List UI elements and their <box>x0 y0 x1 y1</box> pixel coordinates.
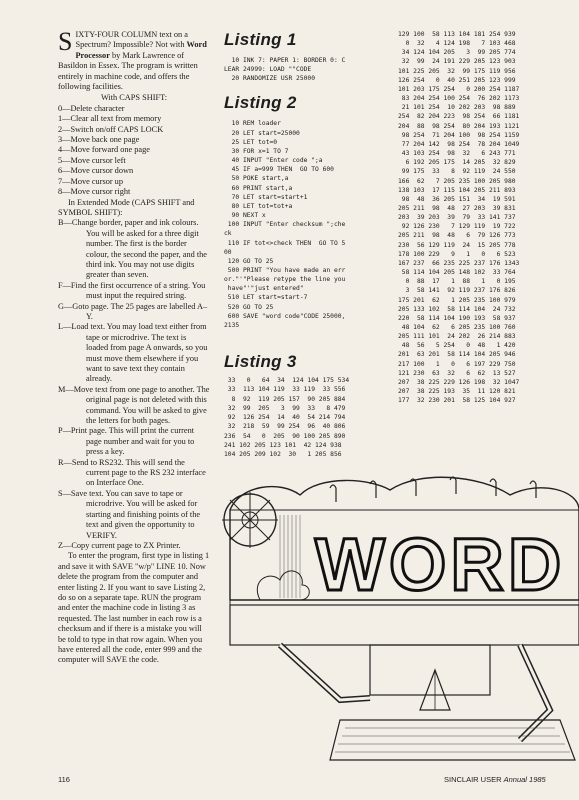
code-line: 80 LET tot=tot+a <box>224 202 293 210</box>
list-item: F—Find the first occurrence of a string. You must input the required string. <box>58 280 206 301</box>
listing-1-title: Listing 1 <box>224 30 297 49</box>
drop-cap: S <box>58 27 73 56</box>
list-item: 5—Move cursor left <box>58 155 126 165</box>
caps-shift-heading: With CAPS SHIFT: <box>100 93 168 103</box>
code-row: 0 88 17 1 88 1 0 195 <box>398 278 516 286</box>
code-row: 220 58 114 104 190 193 58 937 <box>398 314 516 322</box>
code-row: 254 82 204 223 98 254 66 1181 <box>398 113 520 121</box>
code-row: 58 114 104 205 148 102 33 764 <box>398 269 516 277</box>
code-row: 177 32 230 201 58 125 104 927 <box>398 397 516 405</box>
word-processor-illustration <box>220 470 579 770</box>
code-line: 500 PRINT "You have made an err <box>224 266 346 274</box>
list-item: 8—Move cursor right <box>58 187 131 197</box>
code-line: 20 RANDOMIZE USR 25000 <box>224 75 315 83</box>
list-item: L—Load text. You may load text either from tape or microdrive. The text is loaded from page A onwards, so you must move them elsewhere if you want to save text they contain already. <box>58 322 208 384</box>
list-item: S—Save text. You can save to tape or microdrive. You will be asked for starting and finishing points of the text and given the opportunity to VERIFY. <box>58 488 201 540</box>
code-line: 110 IF tot<>check THEN GO TO 5 <box>224 239 346 247</box>
code-line: 40 INPUT "Enter code ";a <box>224 157 323 165</box>
code-line: 60 PRINT start,a <box>224 184 293 192</box>
code-line: 50 POKE start,a <box>224 175 289 183</box>
code-row: 241 102 205 123 101 42 124 938 <box>224 442 342 450</box>
listing-2-code <box>224 119 364 330</box>
code-line: LEAR 24999: LOAD ""CODE <box>224 66 312 74</box>
list-item: 7—Move cursor up <box>58 176 123 186</box>
code-row: 99 175 33 8 92 119 24 550 <box>398 168 516 176</box>
caps-shift-list <box>58 104 210 198</box>
list-item: G—Goto page. The 25 pages are labelled A–Y. <box>58 301 208 321</box>
code-row: 104 205 209 102 30 1 205 856 <box>224 451 342 459</box>
code-row: 48 56 5 254 0 48 1 420 <box>398 342 516 350</box>
code-line: have"'"just entered" <box>224 285 304 293</box>
list-item: 4—Move forward one page <box>58 145 150 155</box>
code-row: 101 203 175 254 0 200 254 1187 <box>398 85 520 93</box>
code-row: 92 126 230 7 129 119 19 722 <box>398 223 516 231</box>
list-item: M—Move text from one page to another. The original page is not deleted with this command. You will be asked to give the letters for both pages. <box>58 384 210 426</box>
code-line: 30 FOR x=1 TO 7 <box>224 147 289 155</box>
code-row: 83 204 254 100 254 76 202 1173 <box>398 95 520 103</box>
code-line: 45 IF a=999 THEN GO TO 600 <box>224 166 334 174</box>
list-item: R—Send to RS232. This will send the current page to the RS 232 interface on Interface One. <box>58 457 206 488</box>
code-row: 6 192 205 175 14 205 32 829 <box>398 159 516 167</box>
code-row: 205 111 101 24 202 26 214 883 <box>398 333 516 341</box>
list-item: 1—Clear all text from memory <box>58 114 162 124</box>
code-line: 10 REM loader <box>224 120 281 128</box>
code-row: 236 54 0 205 90 100 205 890 <box>224 432 346 440</box>
code-row: 204 88 98 254 80 204 193 1121 <box>398 122 520 130</box>
listing-3-title: Listing 3 <box>224 352 297 371</box>
code-row: 129 100 58 113 104 181 254 939 <box>398 31 516 38</box>
extended-mode-heading: In Extended Mode (CAPS SHIFT and SYMBOL SHIFT): <box>58 197 195 217</box>
list-item: 0—Delete character <box>58 103 125 113</box>
code-line: 600 SAVE "word code"CODE 25000, <box>224 312 346 320</box>
code-line: 510 LET start=start-7 <box>224 294 308 302</box>
list-item: 6—Move cursor down <box>58 166 134 176</box>
program-name: Word Processor <box>75 40 207 60</box>
illustration-word-text: WORD <box>315 523 566 606</box>
code-row: 207 38 225 229 126 198 32 1047 <box>398 378 520 386</box>
code-row: 92 126 254 14 40 54 214 794 <box>224 414 346 422</box>
code-row: 98 254 71 204 100 98 254 1159 <box>398 131 520 139</box>
code-row: 138 103 17 115 104 205 211 893 <box>398 186 516 194</box>
code-row: 175 201 62 1 205 235 100 979 <box>398 296 516 304</box>
code-row: 126 254 0 40 251 205 123 999 <box>398 76 516 84</box>
code-row: 207 38 225 193 35 11 120 821 <box>398 388 516 396</box>
code-line: 120 GO TO 25 <box>224 257 274 265</box>
code-line: 2135 <box>224 321 240 329</box>
code-row: 230 56 129 119 24 15 205 778 <box>398 241 516 249</box>
code-line: 00 <box>224 248 232 256</box>
code-line: or."'"Please retype the line you <box>224 276 346 284</box>
code-row: 166 62 7 205 235 100 205 980 <box>398 177 516 185</box>
code-row: 32 218 59 99 254 96 40 806 <box>224 423 346 431</box>
magazine-footer: SINCLAIR USER Annual 1985 <box>444 775 546 784</box>
code-row: 217 100 1 0 6 197 229 750 <box>398 360 516 368</box>
code-line: 520 GO TO 25 <box>224 303 274 311</box>
code-row: 101 225 205 32 99 175 119 956 <box>398 67 516 75</box>
code-line: 100 INPUT "Enter checksum ";che <box>224 221 346 229</box>
list-item: P—Print page. This will print the current page number and wait for you to press a key. <box>58 426 195 457</box>
article-text-column <box>58 27 210 666</box>
code-row: 77 204 142 98 254 78 204 1049 <box>398 140 520 148</box>
code-row: 32 99 24 191 229 205 123 903 <box>398 58 516 66</box>
listing-2-title: Listing 2 <box>224 93 297 113</box>
intro-paragraph: SIXTY-FOUR COLUMN text on a Spectrum? Impossible? Not with Word Processor by Mark Lawrence of Basildon in Essex. The program is written entirely in machine code, and offers the following facilities. <box>58 27 207 92</box>
code-line: 90 NEXT x <box>224 212 266 220</box>
code-row: 205 211 98 48 6 79 126 773 <box>398 232 516 240</box>
code-row: 121 230 63 32 6 62 13 527 <box>398 369 516 377</box>
code-line: 70 LET start=start+1 <box>224 193 308 201</box>
listing-3 <box>224 352 579 460</box>
extended-mode-list <box>58 218 210 551</box>
code-line: 25 LET tot=0 <box>224 138 278 146</box>
listing-3-code <box>224 376 394 460</box>
code-row: 205 211 98 48 27 203 39 831 <box>398 204 516 212</box>
code-row: 178 100 229 9 1 0 6 523 <box>398 250 516 258</box>
code-line: ck <box>224 230 232 238</box>
code-row: 32 99 205 3 99 33 8 479 <box>224 404 346 412</box>
code-row: 205 133 102 58 114 104 24 732 <box>398 305 516 313</box>
list-item: 3—Move back one page <box>58 135 140 145</box>
code-row: 21 101 254 10 202 203 98 889 <box>398 104 516 112</box>
code-row: 34 124 104 205 3 99 205 774 <box>398 49 516 57</box>
code-row: 203 39 203 39 79 33 141 737 <box>398 214 516 222</box>
cartoon-illustration <box>220 470 579 770</box>
code-line: 20 LET start=25000 <box>224 129 300 137</box>
list-item: Z—Copy current page to ZX Printer. <box>58 540 181 550</box>
list-item: 2—Switch on/off CAPS LOCK <box>58 124 164 134</box>
page-number: 116 <box>58 775 70 784</box>
machine-code-column <box>398 30 579 405</box>
code-row: 167 237 66 235 225 237 176 1343 <box>398 259 520 267</box>
code-row: 43 103 254 98 32 6 243 771 <box>398 150 516 158</box>
code-line: 10 INK 7: PAPER 1: BORDER 0: C <box>224 57 346 64</box>
code-row: 8 92 119 205 157 90 205 884 <box>224 395 346 403</box>
list-item: B—Change border, paper and ink colours. You will be asked for a three digit number. The first is the border colour, the second the paper, and the third ink. You may not use digits greater than seven. <box>58 218 207 280</box>
code-row: 33 0 64 34 124 104 175 534 <box>224 377 350 384</box>
closing-paragraph: To enter the program, first type in listing 1 and save it with SAVE "w/p" LINE 10. Now delete the program from the computer and enter listing 2. If you want to save Listing 2, do so on a separate tape. RUN the program and enter the machine code in listing 3 as requested. The last number in each row is a checksum and if there is a mistake you will be told to type in that row again. When you have entered all the code, enter 999 and the computer will SAVE the code. <box>58 551 210 665</box>
code-row: 48 104 62 6 205 235 100 760 <box>398 324 516 331</box>
code-row: 201 63 201 58 114 104 205 946 <box>398 351 516 359</box>
listings-column <box>224 30 364 330</box>
code-row: 0 32 4 124 198 7 103 468 <box>398 40 516 48</box>
code-row: 98 48 36 205 151 34 19 591 <box>398 195 516 203</box>
code-row: 3 58 141 92 119 237 176 826 <box>398 287 516 295</box>
listing-1-code <box>224 56 364 83</box>
code-row: 33 113 104 119 33 119 33 556 <box>224 386 346 394</box>
